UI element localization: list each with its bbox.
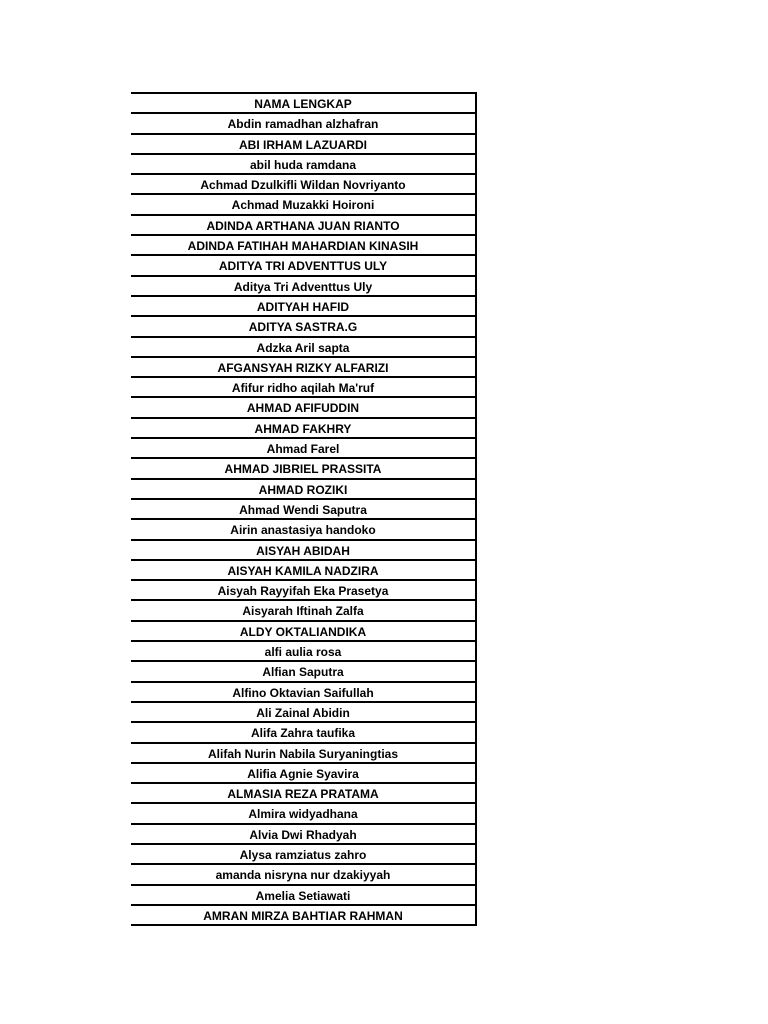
table-row: Achmad Dzulkifli Wildan Novriyanto: [131, 173, 477, 193]
table-row: AISYAH ABIDAH: [131, 539, 477, 559]
table-row: Aisyarah Iftinah Zalfa: [131, 599, 477, 619]
table-row: ABI IRHAM LAZUARDI: [131, 133, 477, 153]
table-row: alfi aulia rosa: [131, 640, 477, 660]
table-row: ADITYAH HAFID: [131, 295, 477, 315]
table-row: Alifia Agnie Syavira: [131, 762, 477, 782]
table-row: Adzka Aril sapta: [131, 336, 477, 356]
table-row: ALDY OKTALIANDIKA: [131, 620, 477, 640]
table-row: ADITYA TRI ADVENTTUS ULY: [131, 254, 477, 274]
table-row: AFGANSYAH RIZKY ALFARIZI: [131, 356, 477, 376]
table-row: ADINDA ARTHANA JUAN RIANTO: [131, 214, 477, 234]
table-row: Alvia Dwi Rhadyah: [131, 823, 477, 843]
table-row: Achmad Muzakki Hoironi: [131, 193, 477, 213]
table-row: Alifa Zahra taufika: [131, 721, 477, 741]
table-row: ALMASIA REZA PRATAMA: [131, 782, 477, 802]
table-row: Alfian Saputra: [131, 660, 477, 680]
table-row: amanda nisryna nur dzakiyyah: [131, 863, 477, 883]
table-row: AHMAD ROZIKI: [131, 478, 477, 498]
table-row: ADITYA SASTRA.G: [131, 315, 477, 335]
table-row: AISYAH KAMILA NADZIRA: [131, 559, 477, 579]
table-row: Ahmad Wendi Saputra: [131, 498, 477, 518]
table-row: AHMAD AFIFUDDIN: [131, 396, 477, 416]
table-row: AHMAD JIBRIEL PRASSITA: [131, 457, 477, 477]
table-row: Ali Zainal Abidin: [131, 701, 477, 721]
name-table: [131, 92, 477, 926]
table-row: Aisyah Rayyifah Eka Prasetya: [131, 579, 477, 599]
table-row: Airin anastasiya handoko: [131, 518, 477, 538]
table-row: Aditya Tri Adventtus Uly: [131, 275, 477, 295]
table-row: Almira widyadhana: [131, 802, 477, 822]
table-row: AMRAN MIRZA BAHTIAR RAHMAN: [131, 904, 477, 926]
table-row: Ahmad Farel: [131, 437, 477, 457]
table-row: Abdin ramadhan alzhafran: [131, 112, 477, 132]
table-body: [131, 112, 477, 926]
table-row: Alfino Oktavian Saifullah: [131, 681, 477, 701]
table-row: Afifur ridho aqilah Ma'ruf: [131, 376, 477, 396]
table-row: Amelia Setiawati: [131, 884, 477, 904]
table-row: Alysa ramziatus zahro: [131, 843, 477, 863]
table-row: abil huda ramdana: [131, 153, 477, 173]
table-header-nama-lengkap: NAMA LENGKAP: [131, 92, 477, 112]
table-row: ADINDA FATIHAH MAHARDIAN KINASIH: [131, 234, 477, 254]
table-row: Alifah Nurin Nabila Suryaningtias: [131, 742, 477, 762]
table-row: AHMAD FAKHRY: [131, 417, 477, 437]
